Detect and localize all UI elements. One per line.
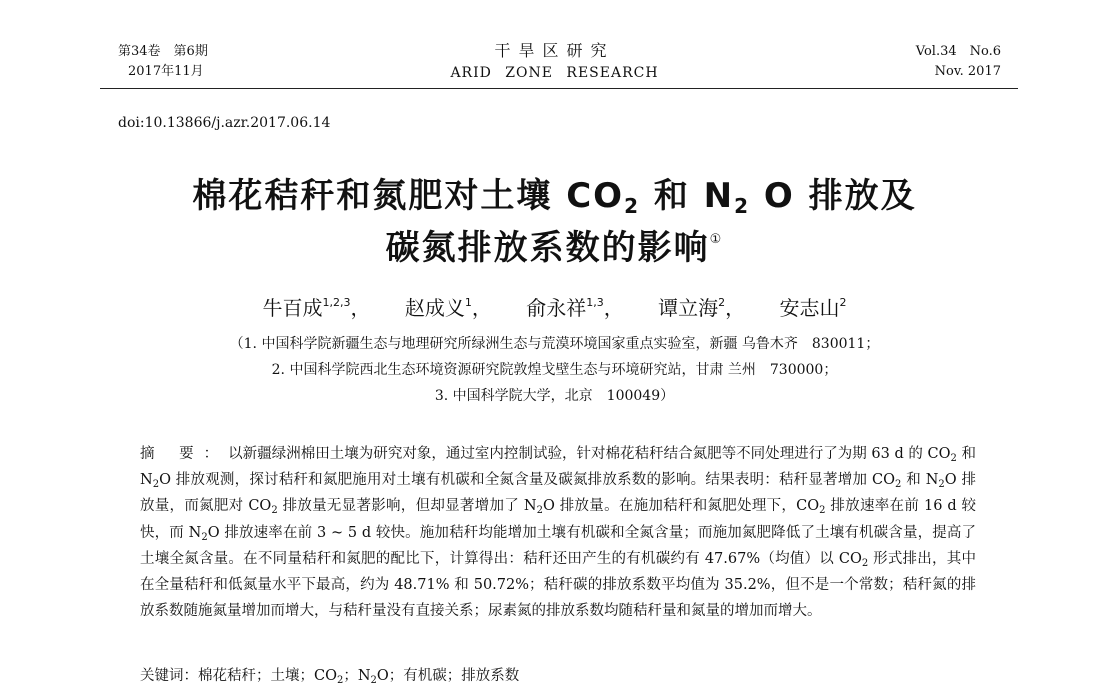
author-name: 牛百成	[262, 296, 323, 320]
subscript: 2	[336, 675, 344, 686]
keywords-label: 关键词：	[140, 668, 198, 684]
doi[interactable]: doi:10.13866/j.azr.2017.06.14	[118, 115, 331, 131]
subscript: 2	[861, 557, 869, 569]
author-name: 赵成义	[404, 296, 465, 320]
abstract-text: 排放速率在前 16 d 较快，而 N	[140, 498, 976, 541]
journal-name-cn: 干旱区研究	[494, 41, 615, 60]
abstract-text: O 排放速率在前 3 ~ 5 d 较快。施加秸秆均能增加土壤有机碳和全氮含量；而施加氮肥降低了土壤有机碳含量，提高了土壤全氮含量。在不同量秸秆和氮肥的配比下，计算得出：秸秆还田产生的有机碳约有 47.67%（均值）以 CO	[140, 524, 977, 567]
author-affiliation: 1,3	[586, 296, 604, 309]
affiliation-2: 2. 中国科学院西北生态环境资源研究院敦煌戈壁生态与环境研究站，甘肃 兰州 730000；	[271, 362, 838, 378]
keywords-text: 棉花秸秆；土壤；CO	[198, 668, 337, 684]
header-rule	[100, 88, 1018, 89]
author-affiliation: 2	[718, 296, 726, 309]
keywords-text: O；有机碳；排放系数	[376, 668, 520, 684]
volume-issue-en: Vol.34 No.6	[915, 44, 1001, 59]
journal-name-en: ARID ZONE RESEARCH	[450, 65, 659, 81]
abstract-text: O 排放量，而氮肥对 CO	[140, 472, 977, 515]
abstract-text: O 排放观测，探讨秸秆和氮肥施用对土壤有机碳和全氮含量及碳氮排放系数的影响。结果表明：秸秆显著增加 CO	[159, 472, 895, 489]
title-line-1	[0, 170, 1109, 222]
abstract	[140, 441, 976, 624]
abstract-text: 形式排出，其中在全量秸秆和低氮量水平下最高，约为 48.71% 和 50.72%；秸秆碳的排放系数平均值为 35.2%，但不是一个常数；秸秆氮的排放系数随施氮量增加而增大，与秸秆量没有直接关系；尿素氮的排放系数均随秸秆量和氮量的增加而增大。	[140, 550, 976, 620]
abstract-text: 以新疆绿洲棉田土壤为研究对象，通过室内控制试验，针对棉花秸秆结合氮肥等不同处理进行了为期 63 d 的 CO	[228, 446, 951, 462]
abstract-text: O 排放量。在施加秸秆和氮肥处理下，CO	[542, 498, 820, 515]
author	[405, 296, 492, 320]
author-separator: ，	[725, 296, 746, 320]
title-text: 碳氮排放系数的影响	[385, 228, 710, 268]
author-name: 俞永祥	[526, 296, 587, 320]
subscript: 2	[152, 479, 160, 491]
subscript: 2	[938, 479, 945, 491]
author-separator: ，	[350, 296, 371, 320]
subscript: 2	[271, 505, 278, 517]
journal-header	[0, 0, 1109, 90]
author	[658, 296, 745, 320]
abstract-label: 摘 要：	[140, 446, 229, 462]
subscript: 2	[536, 505, 543, 517]
subscript: 2	[201, 531, 208, 543]
date-en: Nov. 2017	[934, 64, 1001, 79]
author-name: 谭立海	[658, 296, 719, 320]
title-text: 棉花秸秆和氮肥对土壤 CO	[192, 176, 625, 216]
author	[779, 296, 846, 320]
author-separator: ，	[471, 296, 492, 320]
affiliation-1: （1. 中国科学院新疆生态与地理研究所绿洲生态与荒漠环境国家重点实验室，新疆 乌鲁木齐 830011；	[229, 336, 880, 352]
author-name: 安志山	[779, 296, 840, 320]
keywords	[140, 664, 519, 685]
author-affiliation: 1,2,3	[322, 296, 351, 309]
subscript: 2	[370, 675, 377, 686]
subscript: 2	[895, 479, 902, 491]
title-line-2	[0, 222, 1109, 274]
abstract-text: 排放量无显著影响，但却显著增加了 N	[277, 498, 537, 515]
header-right	[916, 42, 1001, 82]
abstract-text: 和 N	[140, 446, 976, 489]
author-affiliation: 2	[839, 296, 847, 309]
subscript: 2	[819, 505, 826, 517]
volume-issue-cn: 第34卷 第6期	[118, 44, 208, 59]
keywords-text: ；N	[343, 668, 371, 684]
title-subscript: 2	[624, 194, 640, 218]
title-subscript: 2	[734, 194, 751, 218]
article-title	[0, 170, 1109, 274]
subscript: 2	[950, 453, 957, 464]
author	[526, 296, 624, 320]
author	[263, 296, 371, 320]
author-affiliation: 1	[464, 296, 472, 309]
date-cn: 2017年11月	[128, 64, 204, 79]
abstract-text: 和 N	[901, 472, 939, 489]
author-list	[0, 292, 1109, 321]
author-separator: ，	[603, 296, 624, 320]
title-text: 和 N	[639, 176, 735, 216]
affiliation-3: 3. 中国科学院大学，北京 100049）	[434, 388, 675, 404]
title-text: O 排放及	[750, 176, 917, 216]
title-footnote-mark[interactable]: ①	[709, 232, 724, 247]
